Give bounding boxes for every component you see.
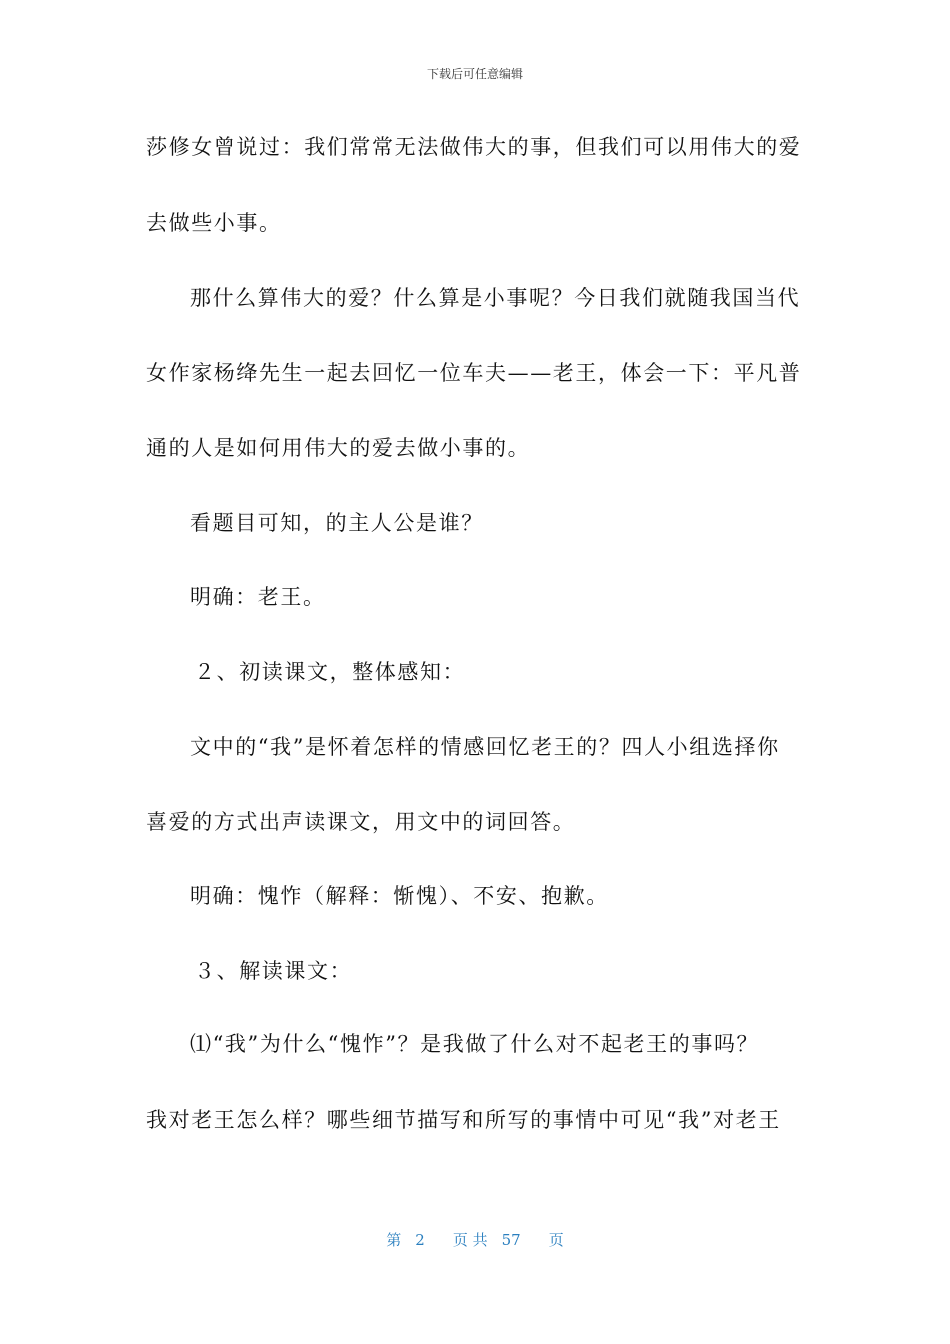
paragraph-line: 明确：愧怍（解释：惭愧）、不安、抱歉。	[190, 884, 609, 908]
footer-total-pages: 57	[501, 1231, 521, 1249]
footer-suffix: 页	[548, 1231, 564, 1249]
section-heading: ３、解读课文：	[194, 959, 353, 983]
paragraph-line: 明确：老王。	[190, 585, 326, 609]
page-header: 下载后可任意编辑	[426, 67, 523, 81]
footer-page-number: 2	[415, 1231, 425, 1249]
paragraph-line: 喜爱的方式出声读课文，用文中的词回答。	[146, 810, 576, 834]
paragraph-line: 我对老王怎么样？哪些细节描写和所写的事情中可见“我”对老王	[146, 1108, 781, 1132]
paragraph-line: 看题目可知，的主人公是谁？	[190, 511, 484, 535]
footer-middle: 页 共	[452, 1231, 488, 1249]
footer-prefix: 第	[386, 1231, 402, 1249]
paragraph-line: 通的人是如何用伟大的爱去做小事的。	[146, 436, 531, 460]
paragraph-line: 文中的“我”是怀着怎样的情感回忆老王的？四人小组选择你	[190, 735, 780, 759]
paragraph-line: 女作家杨绛先生一起去回忆一位车夫——老王，体会一下：平凡普	[146, 361, 802, 385]
paragraph-line: 去做些小事。	[146, 211, 282, 235]
section-heading: ２、初读课文，整体感知：	[194, 660, 466, 684]
paragraph-line: ⑴“我”为什么“愧怍”？是我做了什么对不起老王的事吗？	[190, 1032, 760, 1056]
page-footer	[0, 1230, 950, 1250]
paragraph-line: 那什么算伟大的爱？什么算是小事呢？今日我们就随我国当代	[190, 286, 801, 310]
paragraph-line: 莎修女曾说过：我们常常无法做伟大的事，但我们可以用伟大的爱	[146, 135, 802, 159]
